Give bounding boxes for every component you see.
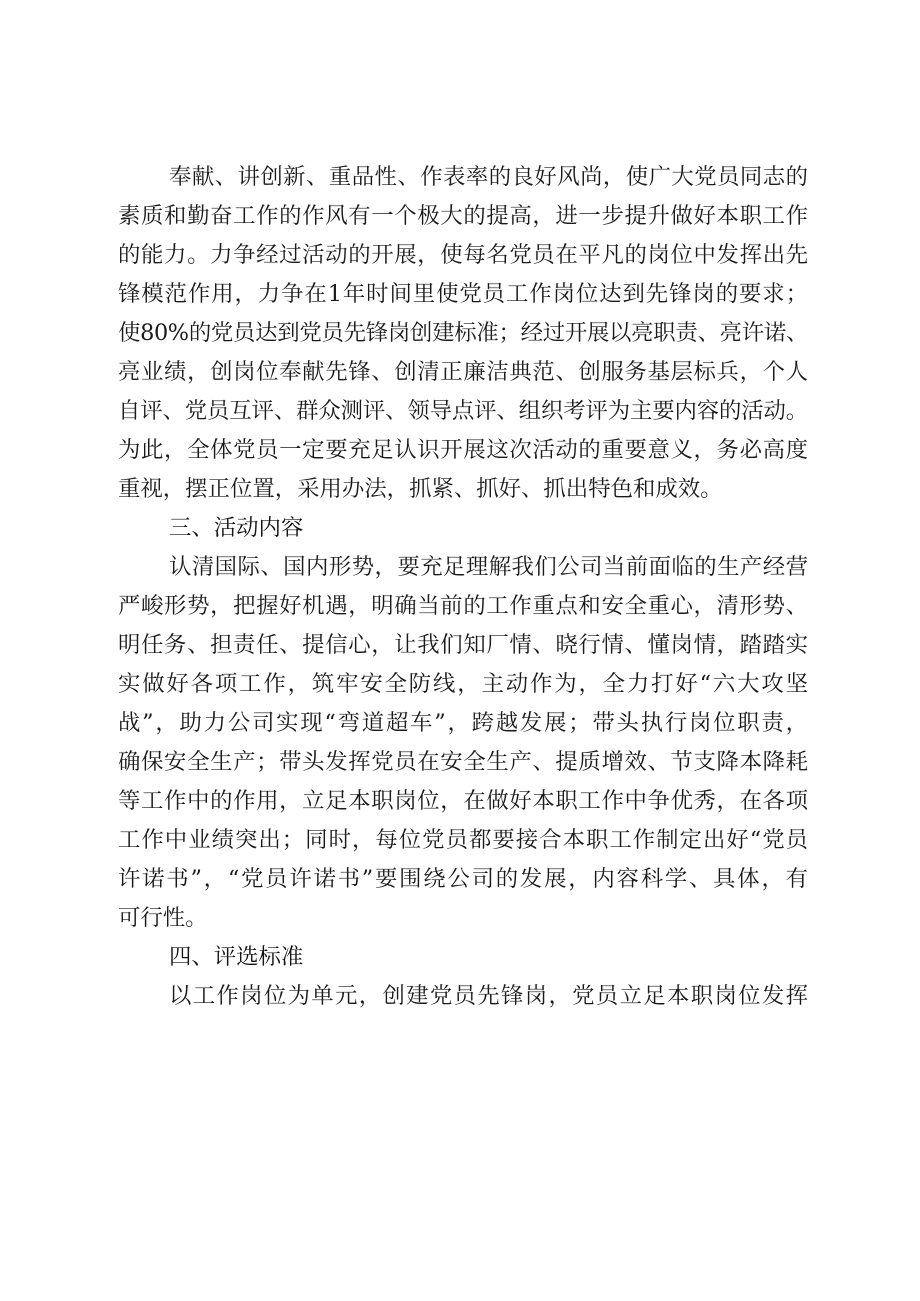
- paragraph-line: 认清国际、国内形势，要充足理解我们公司当前面临的生产经营: [169, 554, 808, 580]
- paragraph-line: 锋模范作用，力争在1年时间里使党员工作岗位达到先锋岗的要求；: [118, 281, 808, 307]
- paragraph-line: 为此，全体党员一定要充足认识开展这次活动的重要意义，务必高度: [118, 437, 808, 463]
- paragraph-line: 素质和勤奋工作的作风有一个极大的提高，进一步提升做好本职工作: [118, 203, 808, 229]
- paragraph-line: 可行性。: [118, 905, 208, 931]
- section-heading-activity-content: 三、活动内容: [169, 515, 304, 541]
- paragraph-line: 使80%的党员达到党员先锋岗创建标准；经过开展以亮职责、亮许诺、: [118, 320, 808, 346]
- paragraph-line: 严峻形势，把握好机遇，明确当前的工作重点和安全重心，清形势、: [118, 593, 808, 619]
- paragraph-line: 等工作中的作用，立足本职岗位，在做好本职工作中争优秀，在各项: [118, 788, 808, 814]
- paragraph-line: 实做好各项工作，筑牢安全防线，主动作为，全力打好“六大攻坚: [118, 671, 808, 697]
- paragraph-line: 自评、党员互评、群众测评、领导点评、组织考评为主要内容的活动。: [118, 398, 808, 424]
- paragraph-line: 战”，助力公司实现“弯道超车”，跨越发展；带头执行岗位职责，: [118, 710, 808, 736]
- paragraph-line: 明任务、担责任、提信心，让我们知厂情、晓行情、懂岗情，踏踏实: [118, 632, 808, 658]
- paragraph-line: 确保安全生产；带头发挥党员在安全生产、提质增效、节支降本降耗: [118, 749, 808, 775]
- paragraph-line: 奉献、讲创新、重品性、作表率的良好风尚，使广大党员同志的: [169, 164, 808, 190]
- paragraph-line: 许诺书”，“党员许诺书”要围绕公司的发展，内容科学、具体，有: [118, 866, 808, 892]
- paragraph-line: 的能力。力争经过活动的开展，使每名党员在平凡的岗位中发挥出先: [118, 242, 808, 268]
- paragraph-line: 以工作岗位为单元，创建党员先锋岗，党员立足本职岗位发挥: [169, 983, 808, 1009]
- section-heading-selection-criteria: 四、评选标准: [169, 944, 304, 970]
- paragraph-line: 亮业绩，创岗位奉献先锋、创清正廉洁典范、创服务基层标兵，个人: [118, 359, 808, 385]
- paragraph-line: 工作中业绩突出；同时，每位党员都要接合本职工作制定出好“党员: [118, 827, 808, 853]
- paragraph-line: 重视，摆正位置，采用办法，抓紧、抓好、抓出特色和成效。: [118, 476, 723, 502]
- document-body: [118, 166, 808, 1024]
